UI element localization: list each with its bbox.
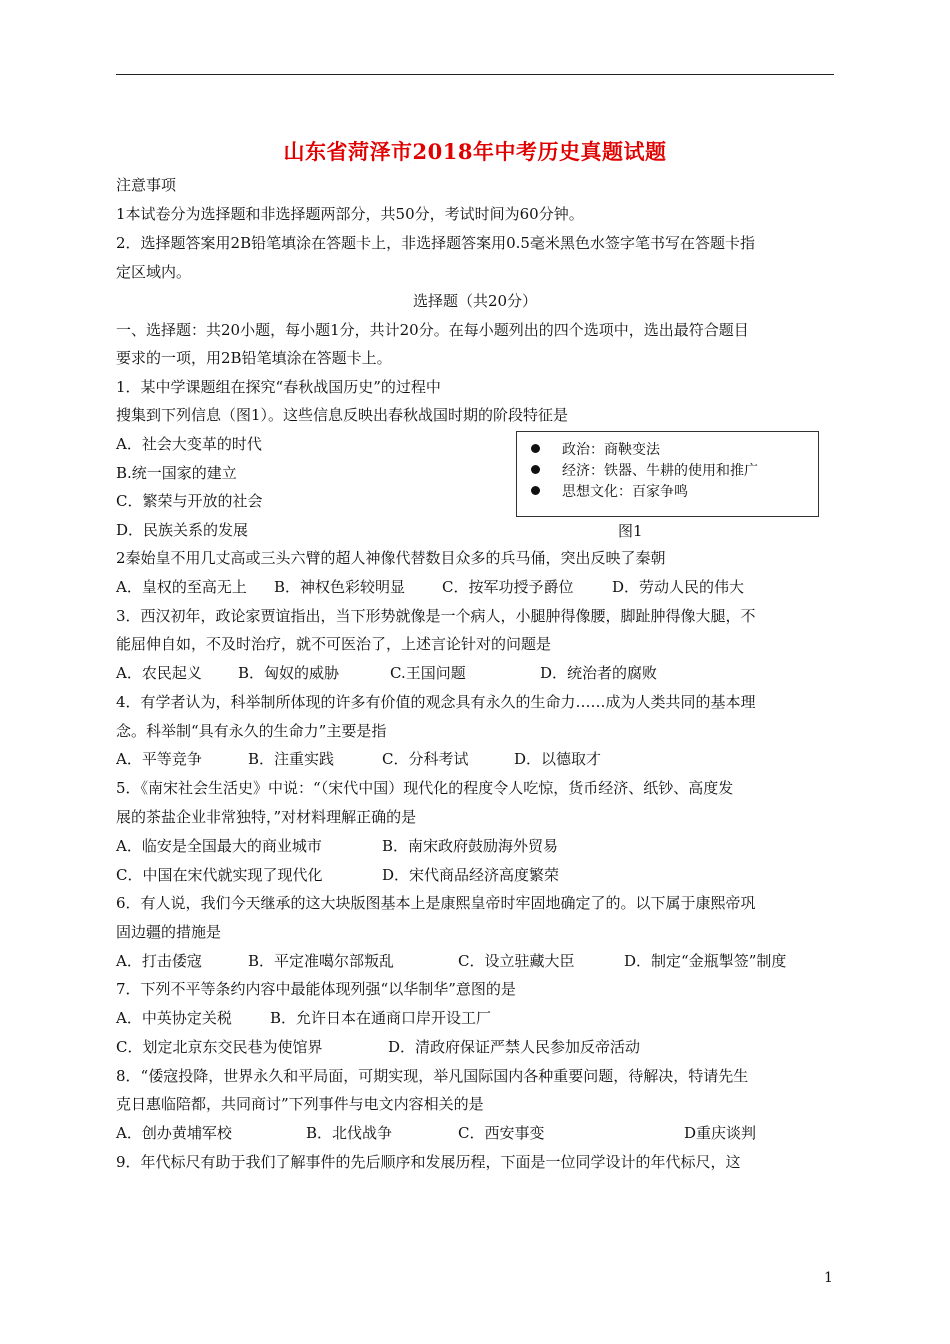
figure-item-text: 政治：商鞅变法	[562, 442, 660, 458]
q6-stem-cont: 固边疆的措施是	[116, 923, 222, 941]
q2-option-c: C．按军功授予爵位	[442, 578, 574, 596]
q4-stem-cont: 念。科举制“具有永久的生命力”主要是指	[116, 722, 387, 740]
q3-options	[116, 663, 657, 683]
q1-stem-cont: 搜集到下列信息（图1）。这些信息反映出春秋战国时期的阶段特征是	[116, 406, 569, 424]
q5-option-d: D．宋代商品经济高度繁荣	[382, 866, 560, 884]
exam-title: 山东省菏泽市2018年中考历史真题试题	[283, 139, 667, 164]
q5-option-a: A．临安是全国最大的商业城市	[116, 837, 322, 855]
figure-item	[531, 483, 688, 501]
q4-stem: 4．有学者认为，科举制所体现的许多有价值的观念具有永久的生命力……成为人类共同的基本理	[116, 693, 756, 711]
q5-options-row2	[116, 865, 559, 885]
figure-item-text: 经济：铁器、牛耕的使用和推广	[562, 463, 758, 479]
q6-options	[116, 951, 786, 971]
q1-stem: 1．某中学课题组在探究“春秋战国历史”的过程中	[116, 378, 441, 396]
figure-1-caption: 图1	[618, 522, 643, 540]
q7-stem: 7．下列不平等条约内容中最能体现列强“以华制华”意图的是	[116, 980, 516, 998]
q3-stem-cont: 能屈伸自如，不及时治疗，就不可医治了，上述言论针对的问题是	[116, 635, 552, 653]
q7-options-row2	[116, 1037, 640, 1057]
q4-option-c: C．分科考试	[382, 750, 469, 768]
bullet-icon	[531, 465, 540, 474]
q1-option-c: C．繁荣与开放的社会	[116, 492, 263, 510]
q7-option-c: C．划定北京东交民巷为使馆界	[116, 1038, 323, 1056]
q5-stem: 5．《南宋社会生活史》中说：“（宋代中国）现代化的程度令人吃惊，货币经济、纸钞、高度发	[116, 779, 734, 797]
figure-item	[531, 462, 758, 480]
q3-option-c: C.王国问题	[390, 664, 466, 682]
q8-options	[116, 1123, 756, 1143]
section-heading: 选择题（共20分）	[412, 292, 538, 310]
q1-option-b: B.统一国家的建立	[116, 464, 237, 482]
q7-option-a: A．中英协定关税	[116, 1009, 232, 1027]
figure-1-box	[516, 431, 819, 517]
section-intro-cont: 要求的一项，用2B铅笔填涂在答题卡上。	[116, 349, 392, 367]
q6-stem: 6．有人说，我们今天继承的这大块版图基本上是康熙皇帝时牢固地确定了的。以下属于康熙帝巩	[116, 894, 756, 912]
q8-stem: 8．“倭寇投降，世界永久和平局面，可期实现，举凡国际国内各种重要问题，待解决，特请先生	[116, 1067, 749, 1085]
q2-option-a: A．皇权的至高无上	[116, 578, 247, 596]
q5-option-b: B．南宋政府鼓励海外贸易	[382, 837, 559, 855]
q2-stem: 2秦始皇不用几丈高或三头六臂的超人神像代替数目众多的兵马俑，突出反映了秦朝	[116, 549, 666, 567]
q2-options	[116, 577, 744, 597]
q6-option-d: D．制定“金瓶掣签”制度	[624, 952, 787, 970]
page-number: 1	[824, 1270, 833, 1286]
notice-item-2-cont: 定区域内。	[116, 263, 192, 281]
header-rule	[116, 74, 834, 75]
q5-option-c: C．中国在宋代就实现了现代化	[116, 866, 323, 884]
q8-stem-cont: 克日惠临陪都，共同商讨”下列事件与电文内容相关的是	[116, 1095, 484, 1113]
q1-option-d: D．民族关系的发展	[116, 521, 249, 539]
q3-option-b: B．匈奴的威胁	[238, 664, 340, 682]
q3-option-a: A．农民起义	[116, 664, 202, 682]
bullet-icon	[531, 486, 540, 495]
q5-stem-cont: 展的茶盐企业非常独特，”对材料理解正确的是	[116, 808, 417, 826]
q4-option-b: B．注重实践	[248, 750, 335, 768]
q7-options-row1	[116, 1008, 491, 1028]
q4-options	[116, 749, 601, 769]
q8-option-c: C．西安事变	[458, 1124, 545, 1142]
bullet-icon	[531, 444, 540, 453]
q9-stem: 9．年代标尺有助于我们了解事件的先后顺序和发展历程，下面是一位同学设计的年代标尺，这	[116, 1153, 741, 1171]
q7-option-d: D．清政府保证严禁人民参加反帝活动	[388, 1038, 641, 1056]
notice-item-1: 1本试卷分为选择题和非选择题两部分，共50分，考试时间为60分钟。	[116, 205, 584, 223]
q5-options-row1	[116, 836, 558, 856]
q6-option-c: C．设立驻藏大臣	[458, 952, 575, 970]
notice-heading: 注意事项	[116, 176, 177, 194]
figure-item	[531, 441, 660, 459]
q4-option-a: A．平等竞争	[116, 750, 202, 768]
q8-option-b: B．北伐战争	[306, 1124, 393, 1142]
q7-option-b: B．允许日本在通商口岸开设工厂	[270, 1009, 492, 1027]
q3-option-d: D．统治者的腐败	[540, 664, 658, 682]
q1-option-a: A．社会大变革的时代	[116, 435, 262, 453]
q3-stem: 3．西汉初年，政论家贾谊指出，当下形势就像是一个病人，小腿肿得像腰，脚趾肿得像大腿，不	[116, 607, 756, 625]
q6-option-a: A．打击倭寇	[116, 952, 202, 970]
section-intro: 一、选择题：共20小题，每小题1分，共计20分。在每小题列出的四个选项中，选出最符合题目	[116, 321, 749, 339]
q2-option-b: B．神权色彩较明显	[274, 578, 406, 596]
q8-option-a: A．创办黄埔军校	[116, 1124, 232, 1142]
q6-option-b: B．平定准噶尔部叛乱	[248, 952, 395, 970]
notice-item-2: 2．选择题答案用2B铅笔填涂在答题卡上，非选择题答案用0.5毫米黑色水签字笔书写在答题卡指	[116, 234, 755, 252]
q4-option-d: D．以德取才	[514, 750, 602, 768]
figure-item-text: 思想文化：百家争鸣	[562, 484, 688, 500]
q2-option-d: D．劳动人民的伟大	[612, 578, 745, 596]
q8-option-d: D重庆谈判	[684, 1124, 757, 1142]
